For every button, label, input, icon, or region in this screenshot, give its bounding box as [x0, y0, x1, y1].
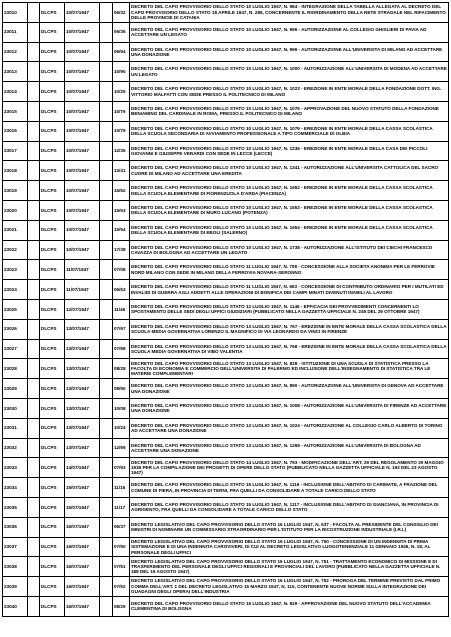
- description-cell: DECRETO DEL CAPO PROVVISORIO DELLO STATO 10 LUGLIO 1947, N. 1738 - AUTORIZZAZIONE ALL'ISTITUTO DEI CIECHI FRANCESCO CAVAZZA DI BOLOGNA AD ACCETTARE UN LEGATO: [130, 240, 449, 260]
- record-number-cell: 23023: [3, 260, 28, 280]
- empty-cell: [28, 121, 40, 141]
- table-row: [3, 82, 449, 102]
- empty-cell: [28, 577, 40, 597]
- record-number-cell: 23036: [3, 517, 28, 537]
- act-type-cell: DLCPS: [40, 557, 65, 577]
- date-cell: 10/07/1947: [65, 200, 100, 220]
- record-number-cell: 23010: [3, 3, 28, 23]
- table-row: [3, 141, 449, 161]
- table-row: [3, 101, 449, 121]
- description-cell: DECRETO DEL CAPO PROVVISORIO DELLO STATO 13 LUGLIO 1947, N. 828 - ISTITUZIONE DI UNA SCUOLA DI STATISTICA PRESSO LA FACOLTA DI ECONOMIA E COMMERCIO DELL'UNIVERSITA DI PALERMO ED INCLUSIONE DELL'INSEGNAMENTO DI STATISTICA TRA LE MATERIE COMPLEMENTARI: [130, 359, 449, 379]
- table-row: [3, 359, 449, 379]
- act-type-cell: DLCPS: [40, 517, 65, 537]
- empty-cell: [100, 22, 113, 42]
- act-code-cell: 15/52: [113, 181, 130, 201]
- act-code-cell: 10/25: [113, 82, 130, 102]
- empty-cell: [100, 101, 113, 121]
- date-cell: 16/07/1947: [65, 537, 100, 557]
- empty-cell: [100, 557, 113, 577]
- empty-cell: [28, 299, 40, 319]
- empty-cell: [28, 82, 40, 102]
- table-row: [3, 398, 449, 418]
- act-code-cell: 06/32: [113, 3, 130, 23]
- description-cell: DECRETO DEL CAPO PROVVISORIO DELLO STATO 10 LUGLIO 1947, N. 1553 - EREZIONE IN ENTE MORALE DELLA CASSA SCOLASTICA DELLA SCUOLA ELEMENTARE DI MURO LUCANO (POTENZA): [130, 200, 449, 220]
- act-type-cell: DLCPS: [40, 497, 65, 517]
- act-code-cell: 10/24: [113, 418, 130, 438]
- act-type-cell: DLCPS: [40, 121, 65, 141]
- date-cell: 10/07/1947: [65, 82, 100, 102]
- act-code-cell: 12/36: [113, 141, 130, 161]
- table-row: [3, 478, 449, 498]
- date-cell: 13/07/1947: [65, 438, 100, 458]
- record-number-cell: 23024: [3, 280, 28, 300]
- date-cell: 10/07/1947: [65, 161, 100, 181]
- empty-cell: [28, 319, 40, 339]
- record-number-cell: 23026: [3, 319, 28, 339]
- empty-cell: [28, 497, 40, 517]
- empty-cell: [28, 42, 40, 62]
- empty-cell: [100, 161, 113, 181]
- table-row: [3, 319, 449, 339]
- act-code-cell: 06/63: [113, 280, 130, 300]
- description-cell: DECRETO DEL CAPO PROVVISORIO DELLO STATO 13 LUGLIO 1947, N. 767 - EREZIONE IN ENTE MORALE DELLA CASSA SCOLASTICA DELLA SCUOLA MEDIA GOVERNATIVA LORENZO IL MAGNIFICO DI VIA LEONARDO DA VINCI IN FIRENZE: [130, 319, 449, 339]
- table-row: [3, 3, 449, 23]
- date-cell: 10/07/1947: [65, 220, 100, 240]
- empty-cell: [100, 200, 113, 220]
- empty-cell: [100, 379, 113, 399]
- record-number-cell: 23038: [3, 557, 28, 577]
- act-code-cell: 11/17: [113, 497, 130, 517]
- table-row: [3, 517, 449, 537]
- empty-cell: [28, 240, 40, 260]
- act-type-cell: DLCPS: [40, 260, 65, 280]
- description-cell: DECRETO DEL CAPO PROVVISORIO DELLO STATO 11 LUGLIO 1947, N. 708 - CONCESSIONE ALLA SOCIETA ANONIMA PER LE FERROVIE NORD MILANO CON SEDE IN MILANO DELLA FERROVIA NOVARA-SERONNO: [130, 260, 449, 280]
- empty-cell: [100, 62, 113, 82]
- empty-cell: [28, 398, 40, 418]
- empty-cell: [28, 379, 40, 399]
- act-code-cell: 06/35: [113, 22, 130, 42]
- act-type-cell: DLCPS: [40, 596, 65, 616]
- empty-cell: [100, 438, 113, 458]
- description-cell: DECRETO DEL CAPO PROVVISORIO DELLO STATO 10 LUGLIO 1947, N. 1554 - EREZIONE IN ENTE MORALE DELLA CASSA SCOLASTICA DELLA SCUOLA ELEMENTARE DI EBOLI (SALERNO): [130, 220, 449, 240]
- table-row: [3, 42, 449, 62]
- record-number-cell: 23030: [3, 398, 28, 418]
- date-cell: 15/07/1947: [65, 497, 100, 517]
- act-type-cell: DLCPS: [40, 577, 65, 597]
- description-cell: DECRETO LEGISLATIVO DEL CAPO PROVVISORIO DELLO STATO 16 LUGLIO 1947, N. 751 - TRATTAMENTO ECONOMICO DI MISSIONE E DI TRASFERIMENTO DEL PERSONALE DEGLI UFFICI REGIONALI E PROVINCIALI DEL LAVORO (PUBBLICATO NELLA GAZZETTA UFFICIALE N. 188 DEL 19 AGOSTO 1947): [130, 557, 449, 577]
- description-cell: DECRETO DEL CAPO PROVVISORIO DELLO STATO 10 LUGLIO 1947, N. 1000 - AUTORIZZAZIONE ALL'UNIVERSITA DI MODENA AD ACCETTARE UN LEGATO: [130, 62, 449, 82]
- empty-cell: [100, 458, 113, 478]
- empty-cell: [100, 359, 113, 379]
- empty-cell: [28, 220, 40, 240]
- empty-cell: [100, 121, 113, 141]
- table-row: [3, 62, 449, 82]
- description-cell: DECRETO DEL CAPO PROVVISORIO DELLO STATO 14 LUGLIO 1947, N. 793 - MODIFICAZIONE DELL'ART. 29 DEL REGOLAMENTO 30 MAGGIO 1935 PER LA COMPILAZIONE DEI PROGETTI DI OPERE DELLO STATO (PUBBLICATO NELLA GAZZETTA UFFICIALE N. 192 DEL 23 AGOSTO 1947): [130, 458, 449, 478]
- table-row: [3, 121, 449, 141]
- date-cell: 10/07/1947: [65, 121, 100, 141]
- act-code-cell: 17/38: [113, 240, 130, 260]
- act-code-cell: 10/90: [113, 62, 130, 82]
- act-code-cell: 07/52: [113, 577, 130, 597]
- empty-cell: [100, 398, 113, 418]
- record-number-cell: 23019: [3, 181, 28, 201]
- act-code-cell: 07/50: [113, 537, 130, 557]
- description-cell: DECRETO DEL CAPO PROVVISORIO DELLO STATO 10 LUGLIO 1947, N. 984 - INTEGRAZIONE DELLA TABELLA ALLEGATA AL DECRETO DEL CAPO PROVVISORIO DELLO STATO 18 APRILE 1947, N. 286, CONCERNENTE IL RIORDINAMENTO DELLA RETE STRADALE NEL RIFACIMENTO DELLE PROVINCIE DI CATANIA: [130, 3, 449, 23]
- date-cell: 10/07/1947: [65, 141, 100, 161]
- act-code-cell: 15/53: [113, 200, 130, 220]
- empty-cell: [100, 260, 113, 280]
- record-number-cell: 23014: [3, 82, 28, 102]
- act-type-cell: DLCPS: [40, 22, 65, 42]
- date-cell: 11/07/1947: [65, 280, 100, 300]
- act-code-cell: 08/90: [113, 379, 130, 399]
- description-cell: DECRETO DEL CAPO PROVVISORIO DELLO STATO 10 LUGLIO 1947, N. 1023 - EREZIONE IN ENTE MORALE DELLA FONDAZIONE DOTT. ING. VITTORIO MALFATTI CON SEDE PRESSO IL POLITECNICO DI MILANO: [130, 82, 449, 102]
- act-code-cell: 10/08: [113, 398, 130, 418]
- description-cell: DECRETO DEL CAPO PROVVISORIO DELLO STATO 13 LUGLIO 1947, N. 1269 - AUTORIZZAZIONE ALL'UNIVERSITA DI BOLOGNA AD ACCETTARE UNA DONAZIONE: [130, 438, 449, 458]
- record-number-cell: 23013: [3, 62, 28, 82]
- record-number-cell: 23027: [3, 339, 28, 359]
- record-number-cell: 23021: [3, 220, 28, 240]
- table-row: [3, 240, 449, 260]
- act-code-cell: 11/16: [113, 478, 130, 498]
- act-type-cell: DLCPS: [40, 319, 65, 339]
- record-number-cell: 23015: [3, 101, 28, 121]
- act-type-cell: DLCPS: [40, 438, 65, 458]
- date-cell: 13/07/1947: [65, 379, 100, 399]
- record-number-cell: 23018: [3, 161, 28, 181]
- act-code-cell: 07/51: [113, 557, 130, 577]
- act-code-cell: 07/93: [113, 458, 130, 478]
- date-cell: 10/07/1947: [65, 22, 100, 42]
- date-cell: 10/07/1947: [65, 101, 100, 121]
- description-cell: DECRETO DEL CAPO PROVVISORIO DELLO STATO 13 LUGLIO 1947, N. 768 - EREZIONE IN ENTE MORALE DELLA CASSA SCOLASTICA DELLA SCUOLA MEDIA GOVERNATIVA DI VIBO VALENTIA: [130, 339, 449, 359]
- record-number-cell: 23011: [3, 22, 28, 42]
- date-cell: 16/07/1947: [65, 596, 100, 616]
- act-code-cell: 06/94: [113, 42, 130, 62]
- date-cell: 16/07/1947: [65, 557, 100, 577]
- date-cell: 14/07/1947: [65, 458, 100, 478]
- description-cell: DECRETO DEL CAPO PROVVISORIO DELLO STATO 10 LUGLIO 1947, N. 996 - AUTORIZZAZIONE AL COLLEGIO GHISLIERI DI PAVIA AD ACCETTARE UN LEGATO: [130, 22, 449, 42]
- empty-cell: [100, 319, 113, 339]
- empty-cell: [100, 240, 113, 260]
- date-cell: 13/07/1947: [65, 359, 100, 379]
- date-cell: 16/07/1947: [65, 517, 100, 537]
- act-type-cell: DLCPS: [40, 220, 65, 240]
- date-cell: 12/07/1947: [65, 299, 100, 319]
- table-row: [3, 557, 449, 577]
- empty-cell: [100, 577, 113, 597]
- table-row: [3, 379, 449, 399]
- date-cell: 10/07/1947: [65, 42, 100, 62]
- date-cell: 15/07/1947: [65, 478, 100, 498]
- date-cell: 11/07/1947: [65, 260, 100, 280]
- act-code-cell: 13/41: [113, 161, 130, 181]
- empty-cell: [28, 458, 40, 478]
- table-row: [3, 22, 449, 42]
- empty-cell: [100, 141, 113, 161]
- description-cell: DECRETO DEL CAPO PROVVISORIO DELLO STATO 10 LUGLIO 1947, N. 1552 - EREZIONE IN ENTE MORALE DELLA CASSA SCOLASTICA DELLA SCUOLA ELEMENTARE DI FIORENZUOLA D'ARDA (PIACENZA): [130, 181, 449, 201]
- act-type-cell: DLCPS: [40, 299, 65, 319]
- empty-cell: [28, 280, 40, 300]
- act-type-cell: DLCPS: [40, 379, 65, 399]
- date-cell: 13/07/1947: [65, 319, 100, 339]
- description-cell: DECRETO DEL CAPO PROVVISORIO DELLO STATO 16 LUGLIO 1947, N. 829 - APPROVAZIONE DEL NUOVO STATUTO DELL'ACCADEMIA CLEMENTINA DI BOLOGNA: [130, 596, 449, 616]
- empty-cell: [28, 3, 40, 23]
- empty-cell: [100, 181, 113, 201]
- empty-cell: [28, 517, 40, 537]
- empty-cell: [28, 557, 40, 577]
- description-cell: DECRETO DEL CAPO PROVVISORIO DELLO STATO 10 LUGLIO 1947, N. 1076 - APPROVAZIONE DEL NUOVO STATUTO DELLA FONDAZIONE BENIAMINO DEL CARDINALE IN ROMA, PRESSO IL POLITECNICO DI MILANO: [130, 101, 449, 121]
- empty-cell: [100, 497, 113, 517]
- act-code-cell: 11/46: [113, 299, 130, 319]
- date-cell: 10/07/1947: [65, 62, 100, 82]
- description-cell: DECRETO LEGISLATIVO DEL CAPO PROVVISORIO DELLO STATO 16 LUGLIO 1947, N. 752 - PROROGA DEL TERMINE PREVISTO DAL PRIMO COMMA DELL'ART. 1 DEL DECRETO LEGISLATIVO 15 MARZO 1947, N. 115, CONTENENTE NUOVE NORME SULLA INTEGRAZIONE DEI GUADAGNI DEGLI OPERAI DELL'INDUSTRIA: [130, 577, 449, 597]
- act-code-cell: 07/08: [113, 260, 130, 280]
- empty-cell: [28, 200, 40, 220]
- table-row: [3, 200, 449, 220]
- act-code-cell: 10/76: [113, 101, 130, 121]
- empty-cell: [28, 537, 40, 557]
- description-cell: DECRETO DEL CAPO PROVVISORIO DELLO STATO 15 LUGLIO 1947, N. 1116 - INCLUSIONE DELL'ABITATO DI CARIMATE, A FRAZIONE DEL COMUNE DI FIERA, IN PROVINCIA DI TERNI, FRA QUELLI DA CONSOLIDARE A TOTALE CARICO DELLO STATO: [130, 478, 449, 498]
- empty-cell: [28, 339, 40, 359]
- empty-cell: [100, 537, 113, 557]
- empty-cell: [28, 62, 40, 82]
- act-type-cell: DLCPS: [40, 42, 65, 62]
- act-type-cell: DLCPS: [40, 141, 65, 161]
- empty-cell: [28, 478, 40, 498]
- record-number-cell: 23016: [3, 121, 28, 141]
- date-cell: 16/07/1947: [65, 577, 100, 597]
- date-cell: 10/07/1947: [65, 240, 100, 260]
- table-row: [3, 497, 449, 517]
- description-cell: DECRETO DEL CAPO PROVVISORIO DELLO STATO 10 LUGLIO 1947, N. 1341 - AUTORIZZAZIONE ALL'UNIVERSITA CATTOLICA DEL SACRO CUORE DI MILANO AD ACCETTARE UNA EREDITA: [130, 161, 449, 181]
- record-number-cell: 23017: [3, 141, 28, 161]
- table-row: [3, 161, 449, 181]
- act-code-cell: 07/67: [113, 319, 130, 339]
- empty-cell: [100, 82, 113, 102]
- act-code-cell: 08/29: [113, 596, 130, 616]
- empty-cell: [28, 101, 40, 121]
- act-type-cell: DLCPS: [40, 458, 65, 478]
- record-number-cell: 23033: [3, 458, 28, 478]
- act-type-cell: DLCPS: [40, 200, 65, 220]
- decree-register-body: [3, 3, 449, 617]
- empty-cell: [100, 280, 113, 300]
- empty-cell: [100, 517, 113, 537]
- date-cell: 10/07/1947: [65, 3, 100, 23]
- act-type-cell: DLCPS: [40, 181, 65, 201]
- record-number-cell: 23012: [3, 42, 28, 62]
- description-cell: DECRETO DEL CAPO PROVVISORIO DELLO STATO 13 LUGLIO 1947, N. 1024 - AUTORIZZAZIONE AL COLLEGIO CARLO ALBERTO DI TORINO AD ACCETTARE UNA DONAZIONE: [130, 418, 449, 438]
- act-code-cell: 06/37: [113, 517, 130, 537]
- table-row: [3, 438, 449, 458]
- table-row: [3, 458, 449, 478]
- table-row: [3, 260, 449, 280]
- empty-cell: [28, 359, 40, 379]
- empty-cell: [100, 596, 113, 616]
- table-row: [3, 577, 449, 597]
- empty-cell: [28, 141, 40, 161]
- description-cell: DECRETO LEGISLATIVO DEL CAPO PROVVISORIO DELLO STATO 16 LUGLIO 1947, N. 750 - CONCESSIONE DI UN INDENNITA DI PRIMA SISTEMAZIONE E DI UNA INDENNITA CAROVIVERI, DI CUI AL DECRETO LEGISLATIVO LUOGOTENENZIALE 11 GENNAIO 1946, N. 18, AL PERSONALE DEGLI UFFICI: [130, 537, 449, 557]
- record-number-cell: 23037: [3, 537, 28, 557]
- description-cell: DECRETO DEL CAPO PROVVISORIO DELLO STATO 10 LUGLIO 1947, N. 996 - AUTORIZZAZIONE ALL'UNIVERSITA DI MILANO AD ACCETTARE UNA DONAZIONE: [130, 42, 449, 62]
- act-type-cell: DLCPS: [40, 240, 65, 260]
- table-row: [3, 280, 449, 300]
- table-row: [3, 299, 449, 319]
- act-type-cell: DLCPS: [40, 101, 65, 121]
- empty-cell: [28, 418, 40, 438]
- description-cell: DECRETO DEL CAPO PROVVISORIO DELLO STATO 12 LUGLIO 1947, N. 1146 - EFFICACIA DEI PROVVEDIMENTI CONCERNENTI LO SPOSTAMENTO DELLE SEDI DEGLI UFFICI GIUDIZIARI (PUBBLICATO NELLA GAZZETTA UFFICIALE N. 249 DEL 29 OTTOBRE 1947): [130, 299, 449, 319]
- act-code-cell: 07/68: [113, 339, 130, 359]
- description-cell: DECRETO DEL CAPO PROVVISORIO DELLO STATO 15 LUGLIO 1947, N. 1117 - INCLUSIONE DELL'ABITATO DI GIANCIANA, IN PROVINCIA DI AGRIGENTO, FRA QUELLI DA CONSOLIDARE A TOTALE CARICO DELLO STATO: [130, 497, 449, 517]
- table-row: [3, 220, 449, 240]
- act-type-cell: DLCPS: [40, 537, 65, 557]
- record-number-cell: 23034: [3, 478, 28, 498]
- date-cell: 10/07/1947: [65, 181, 100, 201]
- record-number-cell: 23039: [3, 577, 28, 597]
- table-row: [3, 181, 449, 201]
- act-type-cell: DLCPS: [40, 339, 65, 359]
- record-number-cell: 23020: [3, 200, 28, 220]
- act-type-cell: DLCPS: [40, 3, 65, 23]
- act-type-cell: DLCPS: [40, 161, 65, 181]
- act-type-cell: DLCPS: [40, 418, 65, 438]
- table-row: [3, 596, 449, 616]
- empty-cell: [28, 438, 40, 458]
- empty-cell: [28, 181, 40, 201]
- empty-cell: [100, 418, 113, 438]
- act-code-cell: 08/28: [113, 359, 130, 379]
- act-code-cell: 12/69: [113, 438, 130, 458]
- record-number-cell: 23031: [3, 418, 28, 438]
- act-type-cell: DLCPS: [40, 398, 65, 418]
- empty-cell: [28, 260, 40, 280]
- act-code-cell: 10/79: [113, 121, 130, 141]
- empty-cell: [100, 42, 113, 62]
- empty-cell: [28, 22, 40, 42]
- record-number-cell: 23040: [3, 596, 28, 616]
- record-number-cell: 23022: [3, 240, 28, 260]
- empty-cell: [100, 299, 113, 319]
- act-type-cell: DLCPS: [40, 280, 65, 300]
- record-number-cell: 23035: [3, 497, 28, 517]
- date-cell: 13/07/1947: [65, 418, 100, 438]
- record-number-cell: 23032: [3, 438, 28, 458]
- empty-cell: [100, 478, 113, 498]
- date-cell: 13/07/1947: [65, 339, 100, 359]
- record-number-cell: 23029: [3, 379, 28, 399]
- date-cell: 13/07/1947: [65, 398, 100, 418]
- description-cell: DECRETO DEL CAPO PROVVISORIO DELLO STATO 11 LUGLIO 1947, N. 663 - CONCESSIONE DI CONTRIBUTO ORDINARIO PER I MUTILATI ED INVALIDI DI GUERRA AGLI ADDETTI ALLE OPERAZIONI DI BONIFICA DEI CAMPI MINATI DIVENUTI INABILI AL LAVORO: [130, 280, 449, 300]
- description-cell: DECRETO DEL CAPO PROVVISORIO DELLO STATO 13 LUGLIO 1947, N. 1008 - AUTORIZZAZIONE ALL'UNIVERSITA DI FIRENZE AD ACCETTARE UNA DONAZIONE: [130, 398, 449, 418]
- empty-cell: [28, 596, 40, 616]
- table-row: [3, 418, 449, 438]
- empty-cell: [100, 339, 113, 359]
- act-type-cell: DLCPS: [40, 478, 65, 498]
- empty-cell: [100, 3, 113, 23]
- record-number-cell: 23025: [3, 299, 28, 319]
- record-number-cell: 23028: [3, 359, 28, 379]
- description-cell: DECRETO LEGISLATIVO DEL CAPO PROVVISORIO DELLO STATO 16 LUGLIO 1947, N. 637 - FACOLTA AL PRESIDENTE DEL CONSIGLIO DEI MINISTRI DI NOMINARE UN COMMISSARIO STRAORDINARIO PER L'ISTITUTO PER LA RICOSTRUZIONE INDUSTRIALE (I.R.I.): [130, 517, 449, 537]
- empty-cell: [28, 161, 40, 181]
- act-type-cell: DLCPS: [40, 82, 65, 102]
- description-cell: DECRETO DEL CAPO PROVVISORIO DELLO STATO 13 LUGLIO 1947, N. 890 - AUTORIZZAZIONE ALL'UNIVERSITA DI GENOVA AD ACCETTARE UNA DONAZIONE: [130, 379, 449, 399]
- act-type-cell: DLCPS: [40, 62, 65, 82]
- description-cell: DECRETO DEL CAPO PROVVISORIO DELLO STATO 10 LUGLIO 1947, N. 1236 - EREZIONE IN ENTE MORALE DELLA CASA DEI PICCOLI GIOVANNI E GIUSEPPE VERARDI CON SEDE IN LECCE (LECCE): [130, 141, 449, 161]
- table-row: [3, 537, 449, 557]
- decree-register-table: [2, 2, 449, 617]
- table-row: [3, 339, 449, 359]
- act-code-cell: 15/54: [113, 220, 130, 240]
- description-cell: DECRETO DEL CAPO PROVVISORIO DELLO STATO 10 LUGLIO 1947, N. 1079 - EREZIONE IN ENTE MORALE DELLA CASSA SCOLASTICA DELLA SCUOLA SECONDARIA DI AVVIAMENTO PROFESSIONALE A TIPO COMMERCIALE DI OLBIA: [130, 121, 449, 141]
- empty-cell: [100, 220, 113, 240]
- act-type-cell: DLCPS: [40, 359, 65, 379]
